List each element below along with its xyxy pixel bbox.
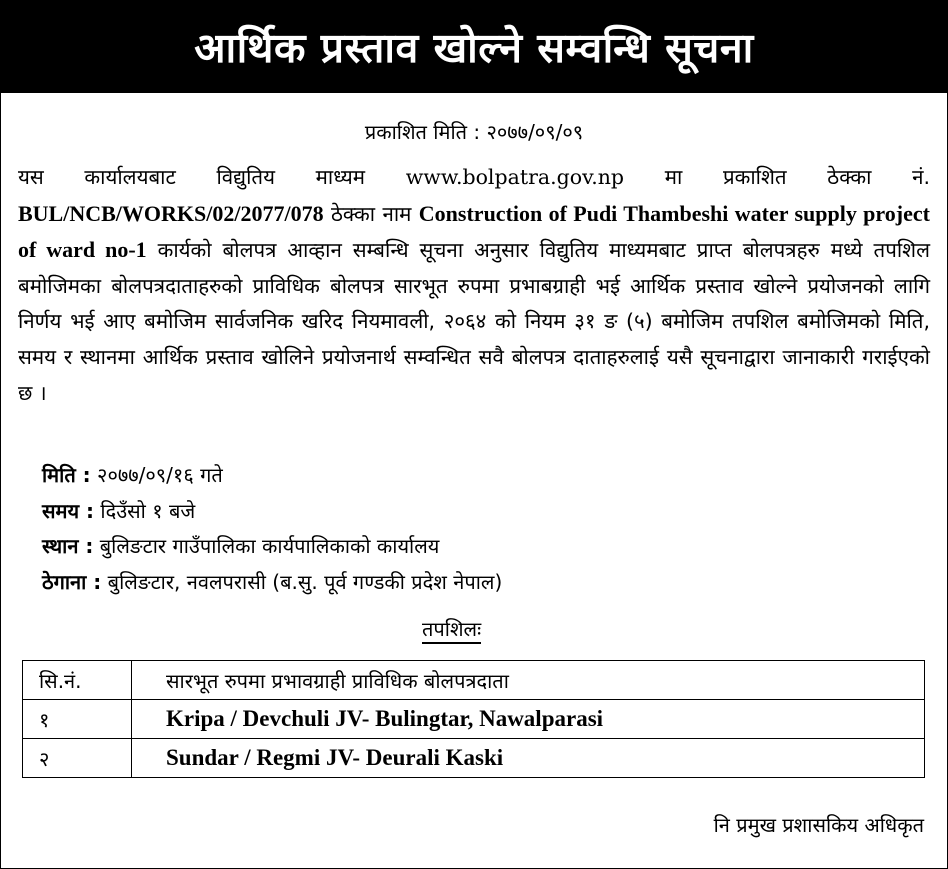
date-value: २०७७/०९/१६ गते — [97, 463, 223, 487]
row-sn: १ — [23, 700, 132, 739]
table-row — [23, 700, 925, 739]
time-value: दिउँसो १ बजे — [100, 498, 196, 523]
place-value: बुलिङटार गाउँपालिका कार्यपालिकाको कार्यालय — [99, 534, 440, 558]
website-link[interactable]: www.bolpatra.gov.np — [405, 165, 625, 189]
notice-title: आर्थिक प्रस्ताव खोल्ने सम्वन्धि सूचना — [1, 1, 947, 93]
signature-title: नि प्रमुख प्रशासकिय अधिकृत — [713, 813, 924, 837]
bidders-table — [22, 660, 925, 778]
address-value: बुलिङटार, नवलपरासी (ब.सु. पूर्व गण्डकी प्रदेश नेपाल) — [107, 569, 503, 594]
date-label: मिति : — [42, 463, 91, 487]
publish-date: प्रकाशित मिति : २०७७/०९/०९ — [364, 120, 584, 144]
header-sn: सि.नं. — [23, 661, 132, 700]
schedule-heading: तपशिलः — [422, 616, 481, 644]
body-part-3: ठेक्का नाम — [330, 201, 412, 226]
row-bidder: Kripa / Devchuli JV- Bulingtar, Nawalparasi — [132, 700, 925, 739]
body-part-4: कार्यको बोलपत्र आव्हान सम्बन्धि सूचना अनुसार विद्युतिय माध्यमबाट प्राप्त बोलपत्रहरु मध्ये तपशिल बमोजिमका बोलपत्रदाताहरुको प्राविधिक बोलपत्र सारभूत रुपमा प्रभाबग्राही भई आर्थिक प्रस्ताव खोल्ने प्रयोजनको लागि निर्णय भई आए बमोजिम सार्वजनिक खरिद नियमावली, २०६४ को नियम ३१ ङ (५) बमोजिम तपशिल बमोजिमको मिति, समय र स्थानमा आर्थिक प्रस्ताव खोलिने प्रयोजनार्थ सम्वन्धित सवै बोलपत्र दाताहरुलाई यसै सूचनाद्वारा जानाकारी गराईएको छ । — [18, 238, 930, 405]
row-bidder: Sundar / Regmi JV- Deurali Kaski — [132, 739, 925, 778]
time-label: समय : — [42, 498, 95, 523]
body-part-2: मा प्रकाशित ठेक्का नं. — [664, 165, 930, 189]
detail-place — [42, 529, 502, 565]
detail-address — [42, 565, 502, 601]
body-part-1: यस कार्यालयबाट विद्युतिय माध्यम — [18, 165, 366, 189]
contract-number: BUL/NCB/WORKS/02/2077/078 — [18, 200, 324, 226]
detail-date — [42, 458, 502, 494]
detail-time — [42, 494, 502, 530]
project-name: Construction of Pudi Thambeshi water supply project of ward no-1 — [18, 200, 930, 263]
table-row — [23, 739, 925, 778]
row-sn: २ — [23, 739, 132, 778]
table-header-row — [23, 661, 925, 700]
place-label: स्थान : — [42, 534, 94, 558]
header-bidder: सारभूत रुपमा प्रभावग्राही प्राविधिक बोलपत्रदाता — [132, 661, 925, 700]
opening-details — [42, 458, 502, 600]
notice-body — [18, 160, 930, 411]
address-label: ठेगाना : — [42, 569, 102, 594]
